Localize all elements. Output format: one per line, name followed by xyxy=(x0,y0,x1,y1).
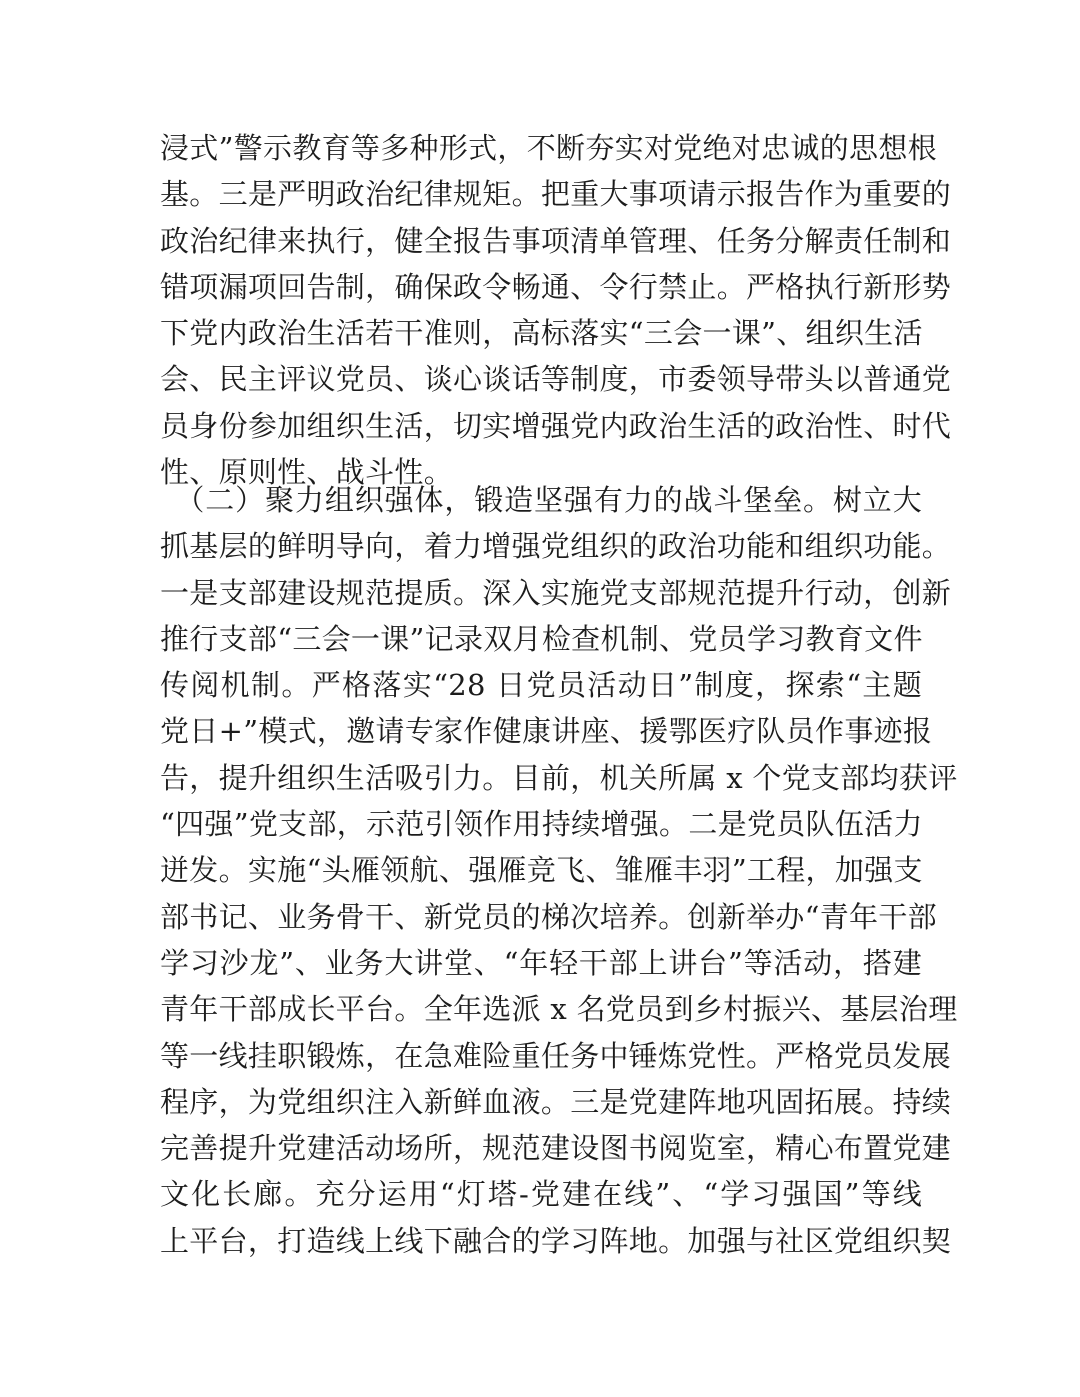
paragraph-line: 基。三是严明政治纪律规矩。把重大事项请示报告作为重要的 xyxy=(160,177,952,212)
paragraph-line: 错项漏项回告制，确保政令畅通、令行禁止。严格执行新形势 xyxy=(160,269,952,304)
paragraph-line: 会、民主评议党员、谈心谈话等制度，市委领导带头以普通党 xyxy=(160,362,952,397)
paragraph-line: 浸式”警示教育等多种形式，不断夯实对党绝对忠诚的思想根 xyxy=(160,131,937,165)
paragraph-line: 党日+”模式，邀请专家作健康讲座、援鄂医疗队员作事迹报 xyxy=(160,714,933,749)
paragraph-line: 推行支部“三会一课”记录双月检查机制、党员学习教育文件 xyxy=(160,621,923,656)
paragraph-line: 完善提升党建活动场所，规范建设图书阅览室，精心布置党建 xyxy=(160,1131,952,1166)
paragraph-line: 告，提升组织生活吸引力。目前，机关所属 x 个党支部均获评 xyxy=(160,760,958,795)
paragraph-line: 一是支部建设规范提质。深入实施党支部规范提升行动，创新 xyxy=(160,575,952,610)
paragraph-line: 政治纪律来执行，健全报告事项清单管理、任务分解责任制和 xyxy=(160,223,952,258)
paragraph-line: 等一线挂职锻炼，在急难险重任务中锤炼党性。严格党员发展 xyxy=(160,1038,952,1073)
paragraph-line: “四强”党支部，示范引领作用持续增强。二是党员队伍活力 xyxy=(160,807,923,842)
paragraph-line: 传阅机制。严格落实“28 日党员活动日”制度，探索“主题 xyxy=(160,668,922,703)
paragraph-line: 员身份参加组织生活，切实增强党内政治生活的政治性、时代 xyxy=(160,408,952,443)
paragraph-line: 上平台，打造线上线下融合的学习阵地。加强与社区党组织契 xyxy=(160,1223,952,1258)
paragraph-line: 青年干部成长平台。全年选派 x 名党员到乡村振兴、基层治理 xyxy=(160,992,958,1027)
paragraph-1 xyxy=(160,125,952,495)
paragraph-line: （二）聚力组织强体，锻造坚强有力的战斗堡垒。树立大 xyxy=(160,483,922,517)
paragraph-line: 迸发。实施“头雁领航、强雁竞飞、雏雁丰羽”工程，加强支 xyxy=(160,853,923,888)
paragraph-line: 性、原则性、战斗性。 xyxy=(160,455,454,490)
paragraph-line: 部书记、业务骨干、新党员的梯次培养。创新举办“青年干部 xyxy=(160,899,937,934)
paragraph-line: 下党内政治生活若干准则，高标落实“三会一课”、组织生活 xyxy=(160,316,923,351)
paragraph-line: 程序，为党组织注入新鲜血液。三是党建阵地巩固拓展。持续 xyxy=(160,1084,952,1119)
paragraph-line: 文化长廊。充分运用“灯塔-党建在线”、“学习强国”等线 xyxy=(160,1177,922,1212)
paragraph-line: 抓基层的鲜明导向，着力增强党组织的政治功能和组织功能。 xyxy=(160,529,952,564)
paragraph-2 xyxy=(160,477,958,1264)
paragraph-line: 学习沙龙”、业务大讲堂、“年轻干部上讲台”等活动，搭建 xyxy=(160,945,922,980)
